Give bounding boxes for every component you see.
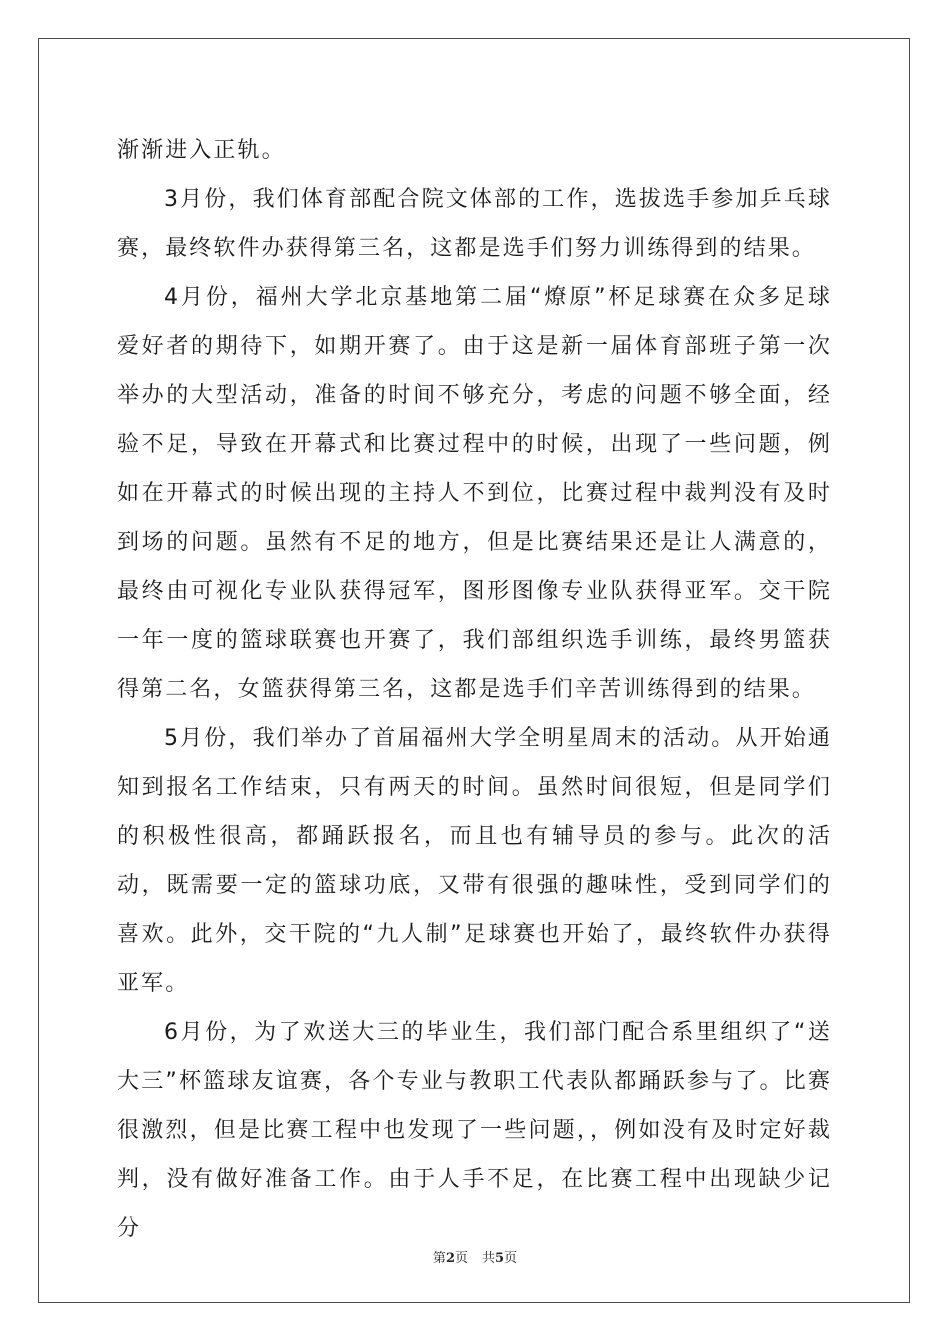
page-number: 第2页: [432, 1251, 468, 1266]
paragraph-4: 5月份，我们举办了首届福州大学全明星周末的活动。从开始通知到报名工作结束，只有两天的时间。虽然时间很短，但是同学们的积极性很高，都踊跃报名，而且也有辅导员的参与。此次的活动，既需要一定的篮球功底，又带有很强的趣味性，受到同学们的喜欢。此外，交干院的“九人制”足球赛也开始了，最终软件办获得亚军。: [117, 726, 832, 996]
paragraph-5: 6月份，为了欢送大三的毕业生，我们部门配合系里组织了“送大三”杯篮球友谊赛，各个专业与教职工代表队都踊跃参与了。比赛很激烈，但是比赛工程中也发现了一些问题，，例如没有及时定好裁判，没有做好准备工作。由于人手不足，在比赛工程中出现缺少记分: [117, 1020, 832, 1241]
paragraph-2: 3月份，我们体育部配合院文体部的工作，选拔选手参加乒乓球赛，最终软件办获得第三名，这都是选手们努力训练得到的结果。: [117, 187, 832, 261]
document-body: [117, 126, 832, 1253]
paragraph-3: 4月份，福州大学北京基地第二届“燎原”杯足球赛在众多足球爱好者的期待下，如期开赛了。由于这是新一届体育部班子第一次举办的大型活动，准备的时间不够充分，考虑的问题不够全面，经验不足，导致在开幕式和比赛过程中的时候，出现了一些问题，例如在开幕式的时候出现的主持人不到位，比赛过程中裁判没有及时到场的问题。虽然有不足的地方，但是比赛结果还是让人满意的，最终由可视化专业队获得冠军，图形图像专业队获得亚军。交干院一年一度的篮球联赛也开赛了，我们部组织选手训练，最终男篮获得第二名，女篮获得第三名，这都是选手们辛苦训练得到的结果。: [117, 285, 832, 702]
paragraph-1: 渐渐进入正轨。: [117, 138, 286, 163]
page-total: 共5页: [482, 1251, 518, 1266]
page-footer: [0, 1247, 950, 1266]
